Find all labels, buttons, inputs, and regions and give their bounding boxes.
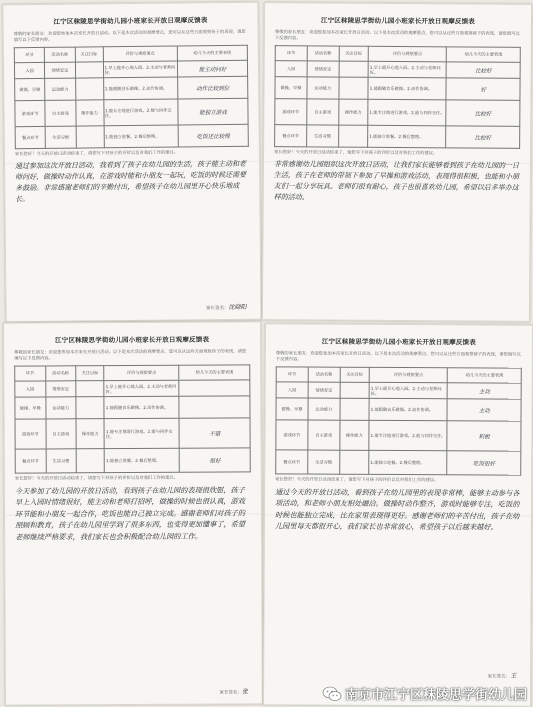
col-header: 评价与观察要点 bbox=[368, 46, 446, 62]
table-row: 餐点环节 生活习惯 1.能独立进餐。2.餐后整理。 比较好 bbox=[275, 125, 520, 149]
col-header: 幼儿今天的主要表现 bbox=[448, 368, 522, 383]
table-row: 做操、早操 运动能力 1.能跟随音乐做操。2.动作协调。 主动 bbox=[276, 398, 521, 421]
watermark-text: 南京市江宁区秣陵思学街幼儿园 bbox=[344, 687, 527, 702]
signature: 家长签名：王 bbox=[487, 672, 517, 680]
signature: 家长签名：沈晓阳 bbox=[205, 303, 247, 312]
handwritten-comment: 今天参加了幼儿园的开放日活动，看到孩子在幼儿园的表现很欣慰，孩子早上入园时情绪很好，能主动和老师打招呼，做操的时候也很认真，游戏环节能和小朋友一起合作，吃饭也能自己独立完成。感谢老师们对孩子的照顾和教育，孩子在幼儿园里学到了很多东西，也变得更加懂事了，希望老师继续严格要求，我们家长也会积极配合幼儿园的工作。 bbox=[14, 484, 246, 542]
observation-table bbox=[275, 366, 522, 475]
col-header: 评价与观察要点 bbox=[103, 46, 178, 62]
sheet-title: 江宁区秣陵思学街幼儿园小班家长开放日观摩反馈表 bbox=[55, 335, 210, 345]
col-header: 关注目标 bbox=[75, 47, 103, 62]
handwritten-feedback: 主动 bbox=[448, 383, 522, 399]
table-row: 游戏环节 自主游戏 操作能力 1.能专注地进行游戏。2.能与同伴交往。 不错 bbox=[15, 418, 250, 449]
col-header: 关注目标 bbox=[76, 366, 104, 381]
handwritten-feedback: 能主动问好 bbox=[178, 60, 248, 77]
sheet-title: 江宁区秣陵思学街幼儿园小班家长开放日观摩反馈表 bbox=[53, 16, 208, 26]
feedback-sheet-4 bbox=[263, 323, 533, 706]
handwritten-feedback: 吃饭还比较慢 bbox=[178, 124, 248, 147]
table-row: 做操、早操 运动能力 1.能跟随音乐做操。2.动作协调。 好 bbox=[275, 77, 520, 101]
table-row: 游戏环节 自主游戏 操作能力 1.能专注地进行游戏。2.能与同伴交往。 积极 bbox=[276, 420, 521, 451]
handwritten-feedback: 好 bbox=[446, 78, 520, 101]
sheet-intro: 尊敬的家长朋友：欢迎您参加本次家长开放日活动。以下是本次活动的观摩要点，您可以从这些方面观察孩子的表现，请您填写以下反馈内容。 bbox=[13, 29, 246, 44]
col-header: 幼儿今天的主要表现 bbox=[179, 365, 250, 380]
col-header: 环节 bbox=[276, 367, 308, 382]
wechat-icon bbox=[322, 686, 342, 702]
col-header: 活动名称 bbox=[45, 366, 76, 381]
observation-table bbox=[274, 45, 521, 149]
sheet-note: 家长您好！今天的开放日活动结束了，请您写下对孩子的评价以及对我们工作的建议。 bbox=[14, 475, 179, 482]
table-row: 做操、早操 运动能力 1.能跟随音乐做操。2.动作协调。 动作比较到位 bbox=[15, 76, 248, 100]
handwritten-feedback bbox=[179, 396, 250, 418]
sheet-intro: 尊敬的家长朋友：欢迎您参加本次家长开放日活动。以下是本次活动的观摩要点，您可以从这些方面观察孩子的表现，请您填写以下反馈内容。 bbox=[275, 351, 521, 363]
handwritten-feedback: 比较好 bbox=[447, 62, 521, 79]
sheet-title: 江宁区秣陵思学街幼儿园小班家长开放日观摩反馈表 bbox=[321, 337, 476, 347]
col-header: 幼儿今天的主要表现 bbox=[177, 45, 247, 61]
handwritten-feedback: 比较好 bbox=[446, 100, 520, 127]
wechat-watermark bbox=[322, 684, 527, 703]
signature: 家长签名：张 bbox=[219, 688, 248, 696]
col-header: 环节 bbox=[15, 366, 46, 381]
col-header: 活动名称 bbox=[45, 47, 75, 62]
table-row: 餐点环节 生活习惯 1.能独立进餐。2.餐后整理。 吃饭还比较慢 bbox=[15, 124, 248, 148]
sheet-note: 家长您好！今天的开放日活动结束了，请您写下对孩子的评价以及对我们工作的建议。 bbox=[274, 150, 438, 157]
col-header: 关注目标 bbox=[340, 367, 369, 382]
col-header: 评价与观察要点 bbox=[369, 367, 447, 382]
handwritten-comment: 通过参加这次开放日活动，我看到了孩子在幼儿园的生活，孩子能主动和老师问好，做操时动作认真，在游戏时能和小朋友一起玩，吃饭的时候还需要多鼓励。非常感谢老师们的辛勤付出，希望孩子在幼儿园里开心快乐地成长。 bbox=[14, 159, 247, 204]
sheet-note: 家长您好！今天的开放日活动结束了，请您写下对孩子的评价以及对我们工作的建议。 bbox=[275, 477, 439, 484]
col-header: 环节 bbox=[275, 46, 307, 61]
feedback-sheet-3 bbox=[3, 321, 263, 705]
col-header: 幼儿今天的主要表现 bbox=[447, 47, 521, 63]
handwritten-comment: 通过今天的开放日活动，看到孩子在幼儿园里的表现非常棒，能够主动参与各项活动，和老师小朋友相处融洽。做操时动作整齐，游戏时能够专注，吃饭的时候也能独立完成，比在家里表现得更好。感谢老师们的辛苦付出，孩子在幼儿园里每天都很开心，我们家长也非常放心，希望孩子以后越来越好。 bbox=[274, 486, 520, 532]
feedback-sheet-1 bbox=[2, 2, 261, 323]
col-header: 活动名称 bbox=[308, 367, 340, 382]
table-row: 游戏环节 自主游戏 操作能力 1.能专注地进行游戏。2.能与同伴交往。 能独立游戏 bbox=[15, 98, 248, 126]
table-row: 入园 情绪安定 1.早上能开心地入园。2.主动与老师问好。 能主动问好 bbox=[14, 60, 247, 78]
handwritten-feedback: 主动 bbox=[447, 399, 521, 421]
sheet-intro: 尊敬的家长朋友：欢迎您参加本次家长开放日活动。以下是本次活动的观摩要点，您可以从这些方面观察孩子的表现，请您填写以下反馈内容。 bbox=[14, 349, 247, 362]
handwritten-feedback: 能独立游戏 bbox=[178, 98, 248, 125]
table-row: 入园 情绪安定 1.早上能开心地入园。2.主动与老师问好。 主动 bbox=[276, 382, 521, 399]
handwritten-feedback: 动作比较到位 bbox=[178, 76, 248, 99]
table-row: 游戏环节 自主游戏 操作能力 1.能专注地进行游戏。2.能与同伴交往。 比较好 bbox=[275, 99, 520, 127]
table-row: 餐点环节 生活习惯 1.能独立进餐。2.餐后整理。 吃饭很好 bbox=[276, 450, 521, 475]
col-header: 关注目标 bbox=[339, 46, 368, 61]
handwritten-feedback: 吃饭很好 bbox=[447, 451, 521, 475]
feedback-sheet-2 bbox=[262, 2, 532, 322]
observation-table bbox=[14, 364, 251, 473]
sheet-intro: 尊敬的家长朋友：欢迎您参加本次家长开放日活动。以下是本次活动的观摩要点，您可以从这些方面观察孩子的表现，请您填写以下反馈内容。 bbox=[274, 30, 520, 42]
table-row: 餐点环节 生活习惯 1.能独立进餐。2.餐后整理。 很好 bbox=[15, 448, 250, 473]
col-header: 评价与观察要点 bbox=[104, 365, 179, 380]
col-header: 环节 bbox=[14, 47, 44, 62]
sheet-title: 江宁区秣陵思学街幼儿园小班家长开放日观摩反馈表 bbox=[320, 16, 476, 26]
handwritten-feedback: 不错 bbox=[179, 418, 250, 448]
observation-table bbox=[14, 45, 249, 149]
col-header: 活动名称 bbox=[307, 46, 339, 61]
table-row: 做操、早操 运动能力 1.能跟随音乐做操。2.动作协调。 bbox=[15, 396, 250, 419]
handwritten-feedback: 很好 bbox=[180, 448, 251, 472]
sheet-note: 家长您好！今天的开放日活动结束了，请您写下对孩子的评价以及对我们工作的建议。 bbox=[14, 150, 179, 158]
handwritten-comment: 非常感谢幼儿园组织这次开放日活动，让我们家长能够看到孩子在幼儿园的一日生活，孩子在老师的带领下参加了早操和游戏活动，表现得很积极，也能和小朋友们一起分享玩具。老师们很有耐心，孩子也很喜欢幼儿园，希望以后多举办这样的活动。 bbox=[273, 159, 520, 202]
handwritten-feedback bbox=[179, 380, 250, 396]
handwritten-feedback: 比较好 bbox=[446, 126, 520, 149]
table-row: 入园 情绪安定 1.早上能开心地入园。2.主动与老师问好。 比较好 bbox=[275, 61, 520, 79]
table-row: 入园 情绪安定 1.早上能开心地入园。2.主动与老师问好。 bbox=[15, 380, 250, 397]
handwritten-feedback: 积极 bbox=[447, 421, 521, 451]
